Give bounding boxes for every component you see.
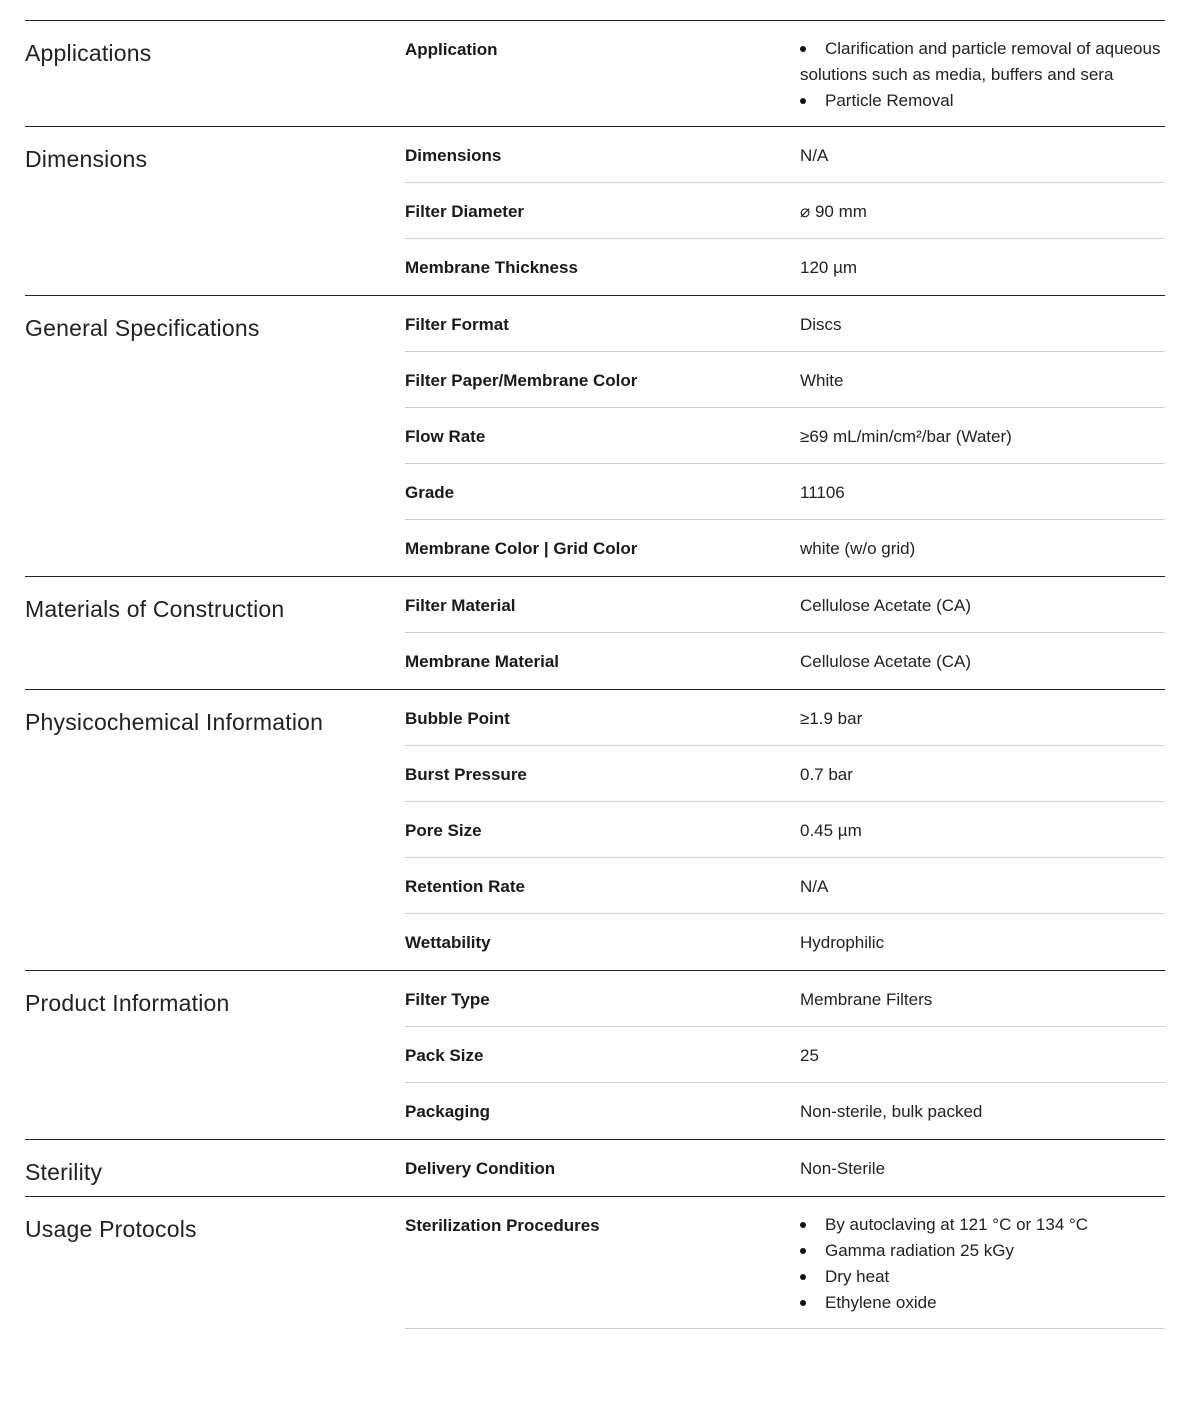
section-sterility — [25, 1140, 1165, 1197]
section-rows — [405, 971, 1165, 1139]
section-rows — [405, 296, 1165, 576]
spec-value: Non-Sterile — [800, 1159, 886, 1178]
spec-value: Cellulose Acetate (CA) — [800, 596, 972, 615]
spec-row-pore-size — [405, 802, 1165, 858]
spec-value: Non-sterile, bulk packed — [800, 1102, 983, 1121]
list-item: Particle Removal — [800, 88, 1165, 114]
spec-row-membrane-material — [405, 633, 1165, 689]
spec-value: Discs — [800, 315, 842, 334]
spec-row-sterilization-procedures — [405, 1197, 1165, 1329]
spec-value: ≥69 mL/min/cm²/bar (Water) — [800, 427, 1012, 446]
spec-label: Bubble Point — [405, 709, 510, 728]
spec-row-pack-size — [405, 1027, 1165, 1083]
section-rows — [405, 1140, 1165, 1196]
section-product-information — [25, 971, 1165, 1140]
spec-label: Filter Diameter — [405, 202, 525, 221]
spec-value: Membrane Filters — [800, 990, 933, 1009]
spec-label: Retention Rate — [405, 877, 525, 896]
section-general-specifications — [25, 296, 1165, 577]
spec-value — [800, 1197, 1165, 1328]
section-dimensions — [25, 127, 1165, 296]
section-rows — [405, 21, 1165, 126]
spec-label: Pack Size — [405, 1046, 484, 1065]
spec-label: Pore Size — [405, 821, 482, 840]
spec-value: N/A — [800, 146, 829, 165]
spec-value: Cellulose Acetate (CA) — [800, 652, 972, 671]
spec-value: white (w/o grid) — [800, 539, 916, 558]
section-title: Applications — [25, 40, 152, 66]
spec-row-burst-pressure — [405, 746, 1165, 802]
spec-row-packaging — [405, 1083, 1165, 1139]
spec-row-filter-material — [405, 577, 1165, 633]
spec-label: Membrane Material — [405, 652, 559, 671]
section-title: Sterility — [25, 1159, 103, 1185]
list-item: Dry heat — [800, 1264, 1165, 1290]
spec-label: Burst Pressure — [405, 765, 527, 784]
section-title: Physicochemical Information — [25, 709, 324, 735]
section-rows — [405, 577, 1165, 689]
spec-label: Filter Format — [405, 315, 509, 334]
section-rows — [405, 690, 1165, 970]
spec-value: 11106 — [800, 483, 845, 502]
bullet-list — [800, 1212, 1165, 1316]
spec-label: Membrane Thickness — [405, 258, 578, 277]
spec-value: ⌀ 90 mm — [800, 202, 867, 221]
spec-row-membrane-thickness — [405, 239, 1165, 295]
section-physicochemical-information — [25, 690, 1165, 971]
spec-value: ≥1.9 bar — [800, 709, 863, 728]
bullet-icon — [800, 1274, 806, 1280]
list-item: Gamma radiation 25 kGy — [800, 1238, 1165, 1264]
spec-value: 0.7 bar — [800, 765, 853, 784]
section-rows — [405, 1197, 1165, 1329]
section-title: General Specifications — [25, 315, 260, 341]
spec-value: Hydrophilic — [800, 933, 885, 952]
spec-row-wettability — [405, 914, 1165, 970]
bullet-icon — [800, 98, 806, 104]
spec-label: Filter Type — [405, 990, 490, 1009]
section-usage-protocols — [25, 1197, 1165, 1329]
bullet-icon — [800, 46, 806, 52]
spec-row-flow-rate — [405, 408, 1165, 464]
list-item: By autoclaving at 121 °C or 134 °C — [800, 1212, 1165, 1238]
section-title: Materials of Construction — [25, 596, 285, 622]
spec-row-filter-diameter — [405, 183, 1165, 239]
bullet-icon — [800, 1300, 806, 1306]
spec-label: Packaging — [405, 1102, 491, 1121]
spec-row-delivery-condition — [405, 1140, 1165, 1196]
spec-row-filter-color — [405, 352, 1165, 408]
section-rows — [405, 127, 1165, 295]
bullet-icon — [800, 1222, 806, 1228]
spec-value: 120 µm — [800, 258, 858, 277]
spec-row-dimensions — [405, 127, 1165, 183]
spec-label: Grade — [405, 483, 455, 502]
bullet-list — [800, 36, 1165, 114]
spec-label: Dimensions — [405, 146, 502, 165]
list-item: Ethylene oxide — [800, 1290, 1165, 1316]
spec-label: Flow Rate — [405, 427, 486, 446]
spec-value: N/A — [800, 877, 829, 896]
spec-row-filter-format — [405, 296, 1165, 352]
specifications-table — [25, 20, 1165, 1329]
section-title: Product Information — [25, 990, 230, 1016]
spec-label: Membrane Color | Grid Color — [405, 539, 638, 558]
section-title: Dimensions — [25, 146, 148, 172]
spec-row-bubble-point — [405, 690, 1165, 746]
spec-label: Sterilization Procedures — [405, 1216, 600, 1235]
spec-value: 0.45 µm — [800, 821, 862, 840]
section-title: Usage Protocols — [25, 1216, 197, 1242]
spec-label: Wettability — [405, 933, 491, 952]
spec-value: White — [800, 371, 844, 390]
spec-row-retention-rate — [405, 858, 1165, 914]
spec-row-filter-type — [405, 971, 1165, 1027]
spec-label: Filter Paper/Membrane Color — [405, 371, 638, 390]
spec-label: Application — [405, 40, 498, 59]
bullet-icon — [800, 1248, 806, 1254]
section-materials-of-construction — [25, 577, 1165, 690]
list-item: Clarification and particle removal of aqueous solutions such as media, buffers and sera — [800, 39, 1161, 84]
spec-label: Delivery Condition — [405, 1159, 556, 1178]
spec-value — [800, 21, 1165, 126]
section-applications — [25, 21, 1165, 127]
spec-value: 25 — [800, 1046, 819, 1065]
spec-label: Filter Material — [405, 596, 516, 615]
spec-row-grade — [405, 464, 1165, 520]
spec-row-membrane-grid-color — [405, 520, 1165, 576]
spec-row-application — [405, 21, 1165, 126]
